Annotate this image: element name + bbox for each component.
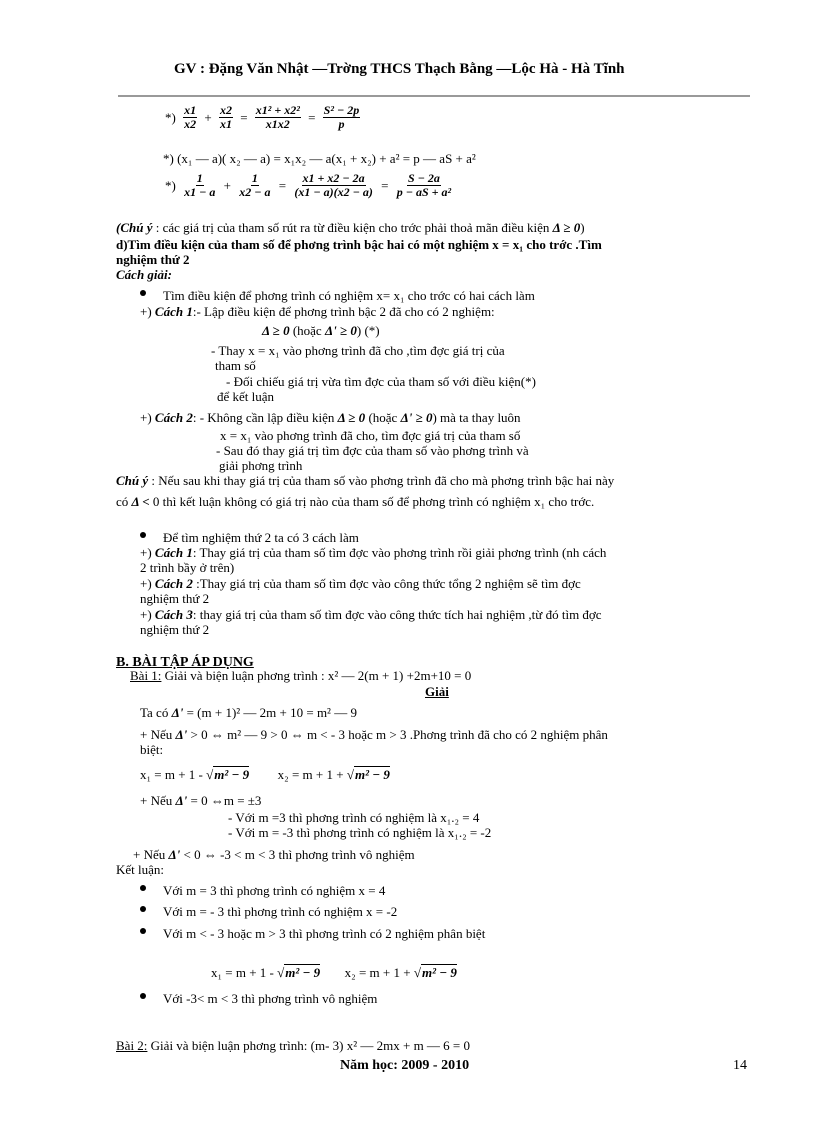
section-d-line1: d)Tìm điều kiện của tham số để phơng trình bậc hai có một nghiệm x = x₁ cho trớc .Tìm	[116, 237, 602, 252]
method2-line2: nghiệm thứ 2	[140, 591, 210, 606]
section-b-title: B. BÀI TẬP ÁP DỤNG	[116, 655, 254, 670]
method1-line2: 2 trình bầy ở trên)	[140, 560, 235, 575]
bai1-conclusion-label: Kết luận:	[116, 862, 165, 877]
bai1-conclusion-roots: x₁ = m + 1 - √m² − 9 x₂ = m + 1 + √m² − 9	[211, 965, 457, 980]
bullet-icon	[140, 906, 146, 912]
note-condition: (Chú ý : các giá trị của tham số rút ra từ điều kiện cho trớc phải thoả mãn điều kiện Δ ≥ 0)	[116, 220, 585, 235]
bai1-case-positive-2: biệt:	[140, 742, 164, 757]
bai1-case-zero-m-3: - Với m = -3 thì phơng trình có nghiệm là x₁.₂ = -2	[228, 825, 492, 840]
cach1-step3a: - Đối chiếu giá trị vừa tìm đợc của tham số với điều kiện(*)	[226, 374, 536, 389]
method-title: Cách giải:	[116, 267, 172, 282]
footer-year: Năm học: 2009 - 2010	[340, 1058, 470, 1073]
cach1-step2a: - Thay x = x₁ vào phơng trình đã cho ,tìm đợc giá trị của	[211, 343, 505, 358]
method2-line1: +) Cách 2 :Thay giá trị của tham số tìm đợc vào công thức tổng 2 nghiệm sẽ tìm đợc	[140, 576, 581, 591]
formula-sum-ratio: *) $\frac{x1}{x2}$ + $\frac{x2}{x1}$ = $\frac{\text{x1² + x2²}}{x1x2}$ = $\frac{\text{S² − 2p}}{p}$	[165, 103, 360, 131]
method3-line1: +) Cách 3: thay giá trị của tham số tìm đợc vào công thức tích hai nghiệm ,từ đó tìm đợc	[140, 607, 602, 622]
bullet-icon	[140, 928, 146, 934]
step-second-root: Để tìm nghiệm thứ 2 ta có 3 cách làm	[163, 530, 359, 545]
note-no-solution-2: có Δ < 0 thì kết luận không có giá trị nào của tham số để phơng trình có nghiệm x₁ cho trớc.	[116, 494, 595, 509]
bai1-case-zero: + Nếu Δ' = 0 ⇔m = ±3	[140, 793, 262, 808]
bai1-conclusion-2: Với m = - 3 thì phơng trình có nghiệm x = -2	[163, 904, 398, 919]
bai1-solution-label: Giải	[425, 684, 449, 699]
bullet-icon	[140, 885, 146, 891]
note-no-solution-1: Chú ý : Nếu sau khi thay giá trị của tham số vào phơng trình đã cho mà phơng trình bậc hai này	[116, 473, 615, 488]
method3-line2: nghiệm thứ 2	[140, 622, 210, 637]
cach2-line1: +) Cách 2: - Không cần lập điều kiện Δ ≥ 0 (hoặc Δ' ≥ 0) mà ta thay luôn	[140, 410, 521, 425]
formula-product: *) (x₁ — a)( x₂ — a) = x₁x₂ — a(x₁ + x₂) + a² = p — aS + a²	[163, 151, 476, 166]
cach2-line4: giải phơng trình	[219, 458, 303, 473]
method1-line1: +) Cách 1: Thay giá trị của tham số tìm đợc vào phơng trình rồi giải phơng trình (nh cách	[140, 545, 607, 560]
bullet-icon	[140, 290, 146, 296]
cach1-line1: +) Cách 1:- Lập điều kiện để phơng trình bậc 2 đã cho có 2 nghiệm:	[140, 304, 495, 319]
section-d-line2: nghiệm thứ 2	[116, 252, 190, 267]
page-number: 14	[733, 1058, 747, 1073]
bai1-roots: x₁ = m + 1 - √m² − 9 x₂ = m + 1 + √m² − 9	[140, 767, 390, 782]
step-find-condition: Tìm điều kiện để phơng trình có nghiệm x= x₁ cho trớc có hai cách làm	[163, 288, 535, 303]
bai1-conclusion-3: Với m < - 3 hoặc m > 3 thì phơng trình có 2 nghiệm phân biệt	[163, 926, 486, 941]
header-rule	[118, 95, 750, 97]
bai1-case-positive: + Nếu Δ' > 0 ⇔ m² — 9 > 0 ⇔ m < - 3 hoặc m > 3 .Phơng trình đã cho có 2 nghiệm phân	[140, 727, 608, 742]
bai1-case-zero-m3: - Với m =3 thì phơng trình có nghiệm là x₁.₂ = 4	[228, 810, 480, 825]
bullet-icon	[140, 532, 146, 538]
bullet-icon	[140, 993, 146, 999]
cach1-step3b: để kết luận	[217, 389, 275, 404]
bai1-conclusion-1: Với m = 3 thì phơng trình có nghiệm x = 4	[163, 883, 386, 898]
cach1-step2b: tham số	[215, 358, 256, 373]
page-header: GV : Đặng Văn Nhật —Trờng THCS Thạch Bằng —Lộc Hà - Hà Tĩnh	[174, 61, 625, 77]
formula-reciprocal: *) $\frac{1}{x1 - a}$ + $\frac{1}{x2 - a}$ = $\frac{x1 + x2 - 2a}{(x1 - a)(x2 - a)}$ = $\frac{S - 2a}{\text{p − aS + a²}}$	[165, 171, 452, 199]
bai2-title: Bài 2: Giải và biện luận phơng trình: (m- 3) x² — 2mx + m — 6 = 0	[116, 1038, 471, 1053]
cach2-line2: x = x₁ vào phơng trình đã cho, tìm đợc giá trị của tham số	[220, 428, 521, 443]
cach1-condition: Δ ≥ 0 (hoặc Δ' ≥ 0) (*)	[262, 323, 380, 338]
bai1-case-negative: + Nếu Δ' < 0 ⇔ -3 < m < 3 thì phơng trình vô nghiệm	[133, 847, 415, 862]
bai1-conclusion-4: Với -3< m < 3 thì phơng trình vô nghiệm	[163, 991, 378, 1006]
cach2-line3: - Sau đó thay giá trị tìm đợc của tham số vào phơng trình và	[216, 443, 529, 458]
bai1-delta: Ta có Δ' = (m + 1)² — 2m + 10 = m² — 9	[140, 705, 357, 720]
bai1-title: Bài 1: Giải và biện luận phơng trình : x² — 2(m + 1) +2m+10 = 0	[130, 668, 472, 683]
